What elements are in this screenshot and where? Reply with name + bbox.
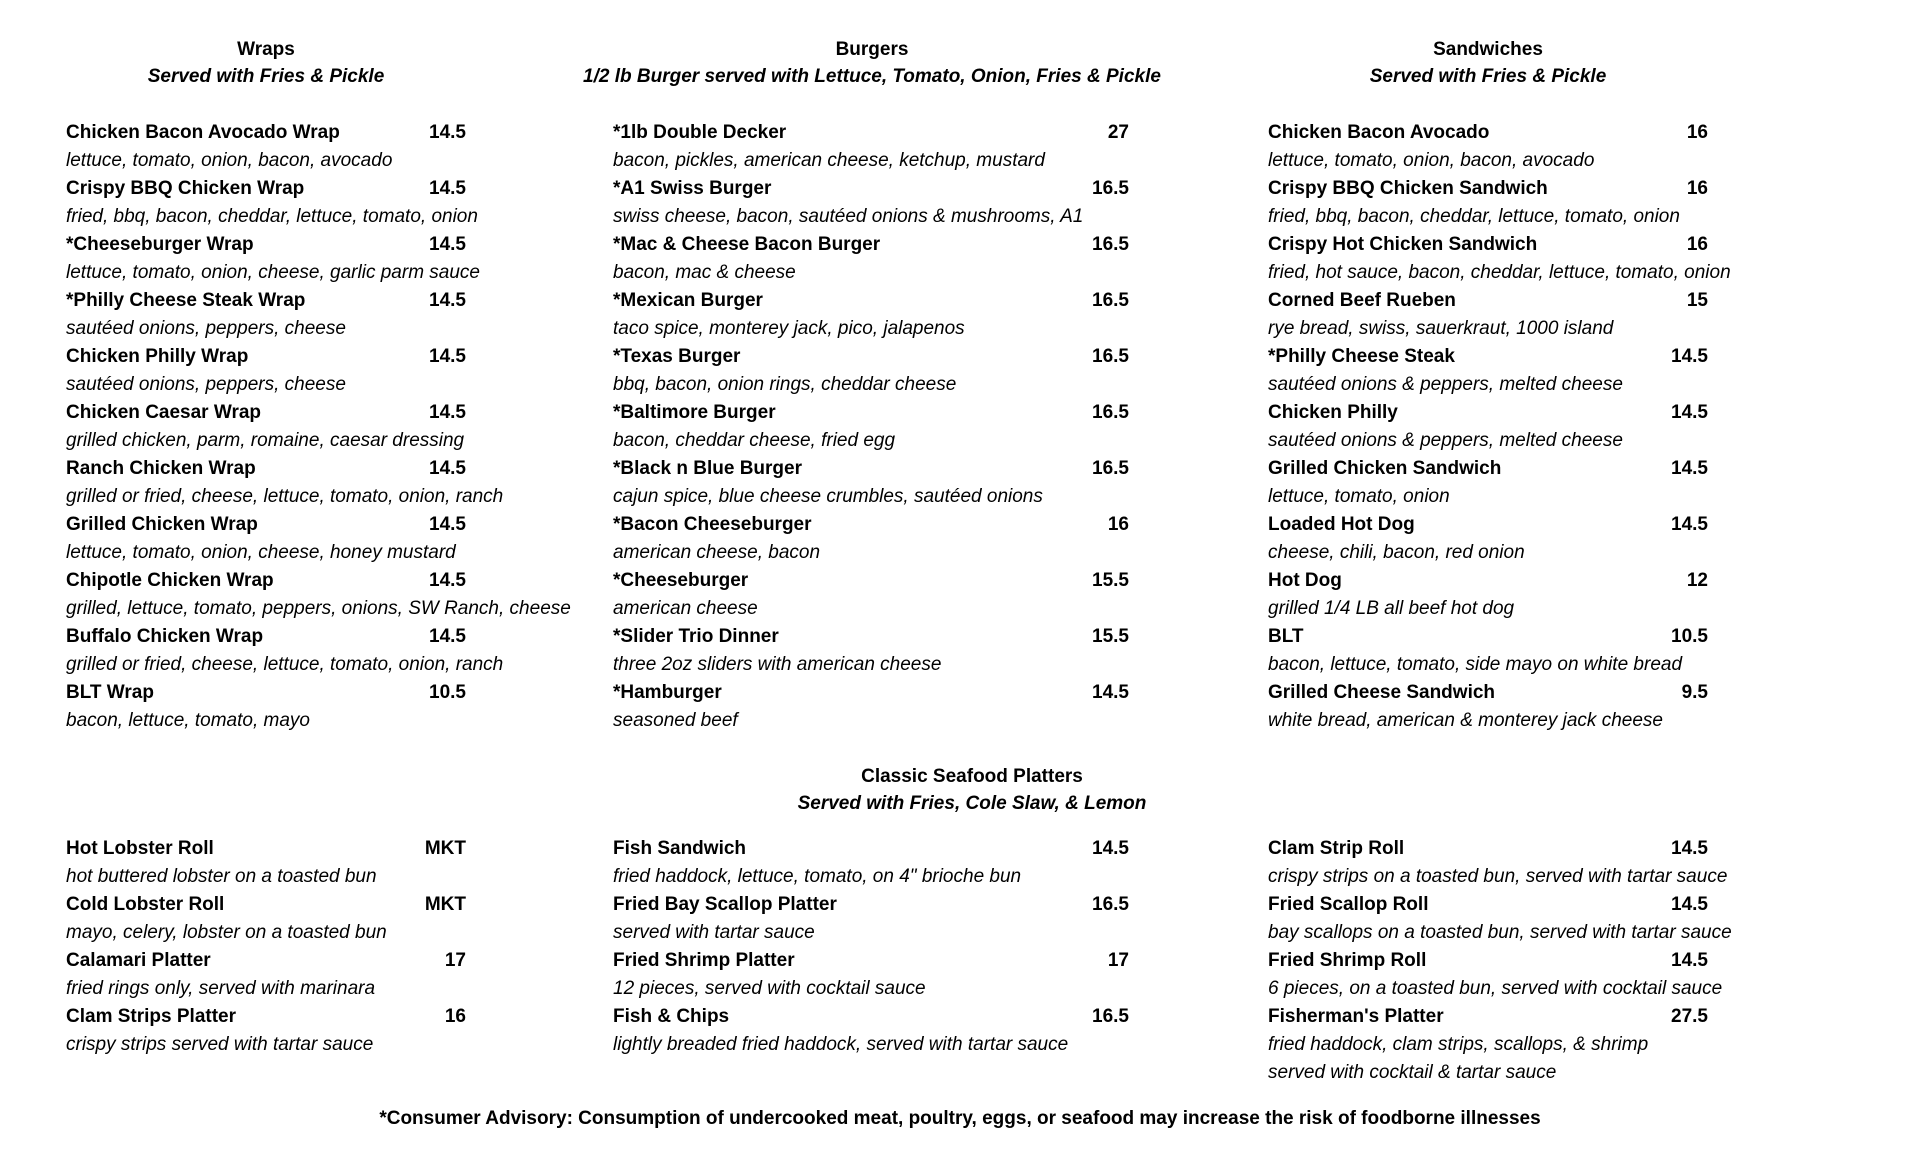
item-name: Grilled Cheese Sandwich: [1268, 682, 1496, 703]
item-price: 27.5: [1671, 1006, 1708, 1027]
item-name: Chicken Philly: [1268, 402, 1398, 423]
seafood-middle-list: [613, 836, 1173, 1060]
item-description: bacon, cheddar cheese, fried egg: [613, 430, 896, 451]
item-price: 14.5: [429, 570, 466, 591]
menu-item: [613, 948, 1173, 1004]
menu-item: [1268, 176, 1768, 232]
item-price: 9.5: [1681, 682, 1708, 703]
item-name: *Mexican Burger: [613, 290, 763, 311]
wraps-title: Wraps: [237, 39, 295, 60]
item-description: sautéed onions, peppers, cheese: [66, 318, 346, 339]
item-description: served with tartar sauce: [613, 922, 815, 943]
item-price: 14.5: [1671, 458, 1708, 479]
item-price: 14.5: [429, 178, 466, 199]
menu-item: [66, 624, 586, 680]
item-name: *Bacon Cheeseburger: [613, 514, 812, 535]
item-description: lettuce, tomato, onion, bacon, avocado: [66, 150, 393, 171]
item-price: 16.5: [1092, 1006, 1129, 1027]
item-name: Cold Lobster Roll: [66, 894, 225, 915]
item-description: 12 pieces, served with cocktail sauce: [613, 978, 926, 999]
item-description: cajun spice, blue cheese crumbles, sautéed onions: [613, 486, 1043, 507]
burgers-list: [613, 120, 1173, 736]
burgers-subtitle: 1/2 lb Burger served with Lettuce, Tomato, Onion, Fries & Pickle: [583, 66, 1161, 87]
sandwiches-title: Sandwiches: [1433, 39, 1543, 60]
menu-item: [66, 512, 586, 568]
item-description: crispy strips on a toasted bun, served with tartar sauce: [1268, 866, 1728, 887]
item-price: 14.5: [429, 458, 466, 479]
menu-item: [613, 512, 1173, 568]
item-price: MKT: [424, 894, 466, 915]
menu-item: [1268, 400, 1768, 456]
item-name: Calamari Platter: [66, 950, 211, 971]
item-name: Chipotle Chicken Wrap: [66, 570, 274, 591]
menu-item: [66, 120, 586, 176]
item-name: Hot Dog: [1268, 570, 1342, 591]
menu-item: [1268, 836, 1768, 892]
item-name: Crispy Hot Chicken Sandwich: [1268, 234, 1538, 255]
menu-item: [66, 1004, 586, 1060]
item-price: 10.5: [1671, 626, 1708, 647]
menu-item: [66, 456, 586, 512]
seafood-left-list: [66, 836, 586, 1060]
item-price: 14.5: [1092, 838, 1129, 859]
seafood-subtitle: Served with Fries, Cole Slaw, & Lemon: [797, 793, 1147, 814]
item-description: three 2oz sliders with american cheese: [613, 654, 942, 675]
item-price: MKT: [424, 838, 466, 859]
item-description: lettuce, tomato, onion, bacon, avocado: [1268, 150, 1595, 171]
item-price: 16: [1686, 178, 1708, 199]
item-name: Crispy BBQ Chicken Wrap: [66, 178, 305, 199]
menu-item: [1268, 456, 1768, 512]
item-price: 14.5: [1092, 682, 1129, 703]
item-name: *Slider Trio Dinner: [613, 626, 779, 647]
item-name: Clam Strips Platter: [66, 1006, 236, 1027]
item-description: cheese, chili, bacon, red onion: [1268, 542, 1525, 563]
menu-item: [66, 400, 586, 456]
item-name: Corned Beef Rueben: [1268, 290, 1456, 311]
item-name: Chicken Philly Wrap: [66, 346, 249, 367]
menu-item: [66, 344, 586, 400]
menu-item: [66, 836, 586, 892]
menu-item: [613, 568, 1173, 624]
item-name: Ranch Chicken Wrap: [66, 458, 256, 479]
menu-item: [1268, 288, 1768, 344]
item-price: 14.5: [1671, 402, 1708, 423]
item-name: Crispy BBQ Chicken Sandwich: [1268, 178, 1548, 199]
item-price: 17: [1107, 950, 1129, 971]
item-price: 14.5: [429, 346, 466, 367]
item-name: Chicken Bacon Avocado: [1268, 122, 1490, 143]
menu-item: [613, 344, 1173, 400]
item-price: 16.5: [1092, 290, 1129, 311]
item-description: bacon, lettuce, tomato, side mayo on white bread: [1268, 654, 1683, 675]
wraps-list: [66, 120, 586, 736]
item-description: taco spice, monterey jack, pico, jalapenos: [613, 318, 965, 339]
wraps-subtitle: Served with Fries & Pickle: [147, 66, 385, 87]
item-description: lettuce, tomato, onion: [1268, 486, 1450, 507]
menu-item: [613, 836, 1173, 892]
item-name: *Cheeseburger: [613, 570, 749, 591]
item-description: fried, bbq, bacon, cheddar, lettuce, tomato, onion: [66, 206, 478, 227]
item-name: Fried Bay Scallop Platter: [613, 894, 837, 915]
item-price: 15: [1686, 290, 1708, 311]
item-description: seasoned beef: [613, 710, 738, 731]
item-description: american cheese: [613, 598, 758, 619]
menu-item: [1268, 232, 1768, 288]
menu-item: [613, 680, 1173, 736]
item-name: Chicken Bacon Avocado Wrap: [66, 122, 340, 143]
menu-item: [613, 400, 1173, 456]
seafood-title: Classic Seafood Platters: [861, 766, 1083, 787]
menu-item: [613, 120, 1173, 176]
menu-item: [1268, 568, 1768, 624]
item-price: 16: [444, 1006, 466, 1027]
item-description: bacon, mac & cheese: [613, 262, 796, 283]
item-price: 14.5: [1671, 894, 1708, 915]
item-price: 16.5: [1092, 178, 1129, 199]
item-description: lettuce, tomato, onion, cheese, honey mustard: [66, 542, 456, 563]
item-name: *Texas Burger: [613, 346, 741, 367]
item-description: lettuce, tomato, onion, cheese, garlic parm sauce: [66, 262, 481, 283]
item-description: bbq, bacon, onion rings, cheddar cheese: [613, 374, 957, 395]
item-description: american cheese, bacon: [613, 542, 821, 563]
item-price: 14.5: [1671, 346, 1708, 367]
item-description: fried haddock, lettuce, tomato, on 4" brioche bun: [613, 866, 1022, 887]
menu-item: [613, 232, 1173, 288]
item-name: BLT: [1268, 626, 1304, 647]
item-price: 16: [1686, 122, 1708, 143]
item-price: 14.5: [1671, 838, 1708, 859]
menu-item: [66, 892, 586, 948]
item-description: fried rings only, served with marinara: [66, 978, 376, 999]
menu-item: [66, 568, 586, 624]
item-name: Buffalo Chicken Wrap: [66, 626, 264, 647]
menu-item: [1268, 948, 1768, 1004]
menu-item: [66, 288, 586, 344]
item-name: *Philly Cheese Steak: [1268, 346, 1455, 367]
item-description: grilled chicken, parm, romaine, caesar dressing: [66, 430, 465, 451]
item-description: swiss cheese, bacon, sautéed onions & mushrooms, A1: [613, 206, 1084, 227]
item-description: bacon, pickles, american cheese, ketchup, mustard: [613, 150, 1045, 171]
item-price: 16.5: [1092, 346, 1129, 367]
menu-item: [613, 1004, 1173, 1060]
item-name: Fried Shrimp Roll: [1268, 950, 1427, 971]
item-description: hot buttered lobster on a toasted bun: [66, 866, 377, 887]
menu-item: [613, 288, 1173, 344]
item-price: 15.5: [1092, 626, 1129, 647]
item-name: Loaded Hot Dog: [1268, 514, 1415, 535]
item-description: fried, bbq, bacon, cheddar, lettuce, tomato, onion: [1268, 206, 1680, 227]
item-price: 14.5: [429, 122, 466, 143]
item-name: Clam Strip Roll: [1268, 838, 1405, 859]
burgers-title: Burgers: [835, 39, 909, 60]
menu-item: [1268, 1004, 1768, 1083]
item-price: 16.5: [1092, 402, 1129, 423]
item-price: 16: [1107, 514, 1129, 535]
item-name: Fried Shrimp Platter: [613, 950, 795, 971]
item-name: Hot Lobster Roll: [66, 838, 214, 859]
menu-item: [1268, 624, 1768, 680]
item-description: bay scallops on a toasted bun, served with tartar sauce: [1268, 922, 1732, 943]
item-price: 27: [1107, 122, 1129, 143]
item-name: Chicken Caesar Wrap: [66, 402, 262, 423]
item-name: BLT Wrap: [66, 682, 154, 703]
item-price: 12: [1686, 570, 1708, 591]
menu-item: [1268, 120, 1768, 176]
sandwiches-subtitle: Served with Fries & Pickle: [1369, 66, 1607, 87]
item-name: *Mac & Cheese Bacon Burger: [613, 234, 881, 255]
item-price: 14.5: [429, 234, 466, 255]
item-description: fried, hot sauce, bacon, cheddar, lettuce, tomato, onion: [1268, 262, 1731, 283]
item-price: 10.5: [429, 682, 466, 703]
item-price: 14.5: [429, 514, 466, 535]
item-name: *Black n Blue Burger: [613, 458, 802, 479]
item-price: 16: [1686, 234, 1708, 255]
item-price: 14.5: [429, 290, 466, 311]
item-description: fried haddock, clam strips, scallops, & shrimp: [1268, 1034, 1649, 1055]
item-name: Fish Sandwich: [613, 838, 747, 859]
menu-item: [66, 176, 586, 232]
item-description: mayo, celery, lobster on a toasted bun: [66, 922, 387, 943]
item-description: sautéed onions & peppers, melted cheese: [1268, 374, 1623, 395]
item-description: grilled, lettuce, tomato, peppers, onions, SW Ranch, cheese: [66, 598, 571, 619]
item-description-extra: served with cocktail & tartar sauce: [1268, 1062, 1557, 1083]
item-description: white bread, american & monterey jack cheese: [1268, 710, 1663, 731]
item-price: 16.5: [1092, 458, 1129, 479]
item-name: Fish & Chips: [613, 1006, 730, 1027]
menu-item: [613, 892, 1173, 948]
item-price: 15.5: [1092, 570, 1129, 591]
item-price: 17: [444, 950, 466, 971]
item-description: 6 pieces, on a toasted bun, served with cocktail sauce: [1268, 978, 1723, 999]
item-description: sautéed onions & peppers, melted cheese: [1268, 430, 1623, 451]
menu-item: [1268, 892, 1768, 948]
menu-item: [66, 232, 586, 288]
item-name: *1lb Double Decker: [613, 122, 787, 143]
item-name: *Baltimore Burger: [613, 402, 776, 423]
consumer-advisory: *Consumer Advisory: Consumption of undercooked meat, poultry, eggs, or seafood may increase the risk of foodborne illnesses: [379, 1108, 1541, 1129]
item-description: crispy strips served with tartar sauce: [66, 1034, 374, 1055]
item-name: Grilled Chicken Wrap: [66, 514, 258, 535]
menu-item: [66, 948, 586, 1004]
item-name: Fisherman's Platter: [1268, 1006, 1444, 1027]
item-price: 14.5: [1671, 950, 1708, 971]
sandwiches-list: [1268, 120, 1768, 736]
item-name: *A1 Swiss Burger: [613, 178, 772, 199]
item-name: *Philly Cheese Steak Wrap: [66, 290, 306, 311]
menu-item: [1268, 344, 1768, 400]
menu-item: [1268, 512, 1768, 568]
item-description: grilled or fried, cheese, lettuce, tomato, onion, ranch: [66, 654, 504, 675]
item-price: 14.5: [1671, 514, 1708, 535]
item-name: Grilled Chicken Sandwich: [1268, 458, 1502, 479]
item-description: rye bread, swiss, sauerkraut, 1000 island: [1268, 318, 1614, 339]
item-name: *Hamburger: [613, 682, 722, 703]
item-description: lightly breaded fried haddock, served with tartar sauce: [613, 1034, 1069, 1055]
item-name: *Cheeseburger Wrap: [66, 234, 254, 255]
item-description: sautéed onions, peppers, cheese: [66, 374, 346, 395]
item-price: 16.5: [1092, 894, 1129, 915]
item-name: Fried Scallop Roll: [1268, 894, 1429, 915]
item-price: 16.5: [1092, 234, 1129, 255]
item-description: bacon, lettuce, tomato, mayo: [66, 710, 310, 731]
item-price: 14.5: [429, 626, 466, 647]
seafood-right-list: [1268, 836, 1768, 1083]
item-price: 14.5: [429, 402, 466, 423]
item-description: grilled 1/4 LB all beef hot dog: [1268, 598, 1515, 619]
menu-item: [66, 680, 586, 736]
menu-item: [613, 624, 1173, 680]
menu-item: [1268, 680, 1768, 736]
item-description: grilled or fried, cheese, lettuce, tomato, onion, ranch: [66, 486, 504, 507]
menu-item: [613, 456, 1173, 512]
menu-item: [613, 176, 1173, 232]
